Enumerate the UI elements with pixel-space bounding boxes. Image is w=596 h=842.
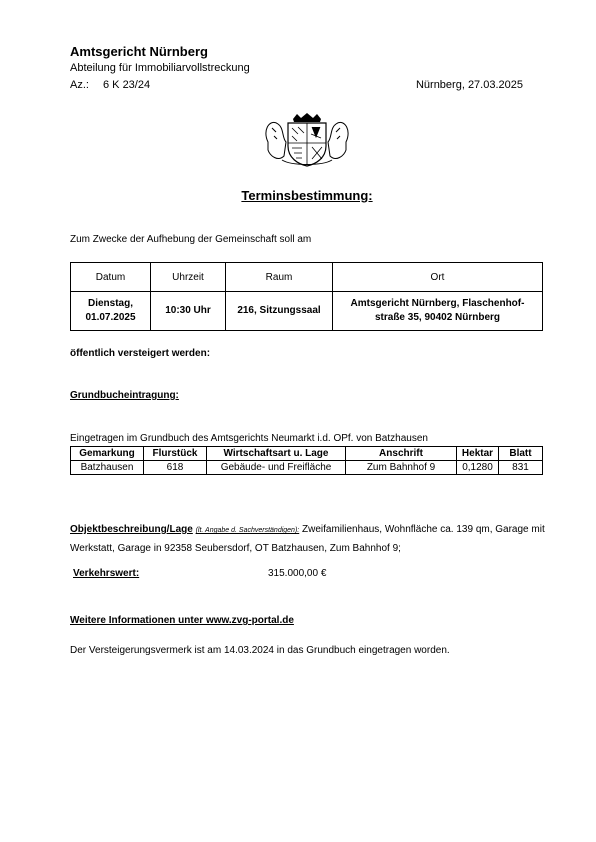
land-register-heading: Grundbucheintragung: [70, 390, 179, 401]
market-value-label: Verkehrswert: [73, 568, 140, 579]
cell-wirtschaftsart: Gebäude- und Freifläche [207, 461, 346, 475]
col-hektar: Hektar [457, 447, 499, 461]
department: Abteilung für Immobiliarvollstreckung [70, 62, 250, 74]
market-value: 315.000,00 € [268, 568, 327, 579]
col-flurstueck: Flurstück [144, 447, 207, 461]
appointment-time: 10:30 Uhr [151, 292, 226, 331]
col-blatt: Blatt [499, 447, 543, 461]
cell-anschrift: Zum Bahnhof 9 [346, 461, 457, 475]
land-register-intro: Eingetragen im Grundbuch des Amtsgerichts Neumarkt i.d. OPf. von Batzhausen [70, 433, 428, 444]
document-title: Terminsbestimmung: [241, 188, 373, 203]
case-number: 6 K 23/24 [103, 79, 151, 91]
bavarian-coat-of-arms-icon [262, 112, 352, 168]
more-info-link[interactable]: Weitere Informationen unter www.zvg-portal.de [70, 615, 294, 626]
object-description [70, 521, 548, 558]
header-place: Ort [333, 263, 543, 292]
cell-hektar: 0,1280 [457, 461, 499, 475]
cell-gemarkung: Batzhausen [71, 461, 144, 475]
table-row [71, 461, 543, 475]
col-wirtschaftsart: Wirtschaftsart u. Lage [207, 447, 346, 461]
intro-text: Zum Zwecke der Aufhebung der Gemeinschaft soll am [70, 234, 312, 245]
land-register-table [70, 446, 543, 475]
col-gemarkung: Gemarkung [71, 447, 144, 461]
header-room: Raum [226, 263, 333, 292]
court-name: Amtsgericht Nürnberg [70, 44, 208, 59]
header-date: Datum [71, 263, 151, 292]
appointment-date: Dienstag, 01.07.2025 [71, 292, 151, 331]
object-text: Zweifamilienhaus, Wohnfläche ca. 139 qm, Garage mit Werkstatt, Garage in 92358 Seubersdorf, OT Batzhausen, Zum Bahnhof 9; [70, 524, 545, 554]
cell-flurstueck: 618 [144, 461, 207, 475]
object-source: (lt. Angabe d. Sachverständigen): [195, 527, 300, 534]
case-number-label: Az.: [70, 79, 89, 91]
header-time: Uhrzeit [151, 263, 226, 292]
appointment-place: Amtsgericht Nürnberg, Flaschenhof- straße 35, 90402 Nürnberg [333, 292, 543, 331]
col-anschrift: Anschrift [346, 447, 457, 461]
object-label: Objektbeschreibung/Lage [70, 524, 193, 535]
appointment-room: 216, Sitzungssaal [226, 292, 333, 331]
appointment-table [70, 262, 543, 331]
registration-note: Der Versteigerungsvermerk ist am 14.03.2024 in das Grundbuch eingetragen worden. [70, 645, 450, 656]
cell-blatt: 831 [499, 461, 543, 475]
place-date: Nürnberg, 27.03.2025 [415, 79, 523, 91]
auction-text: öffentlich versteigert werden: [70, 348, 211, 359]
